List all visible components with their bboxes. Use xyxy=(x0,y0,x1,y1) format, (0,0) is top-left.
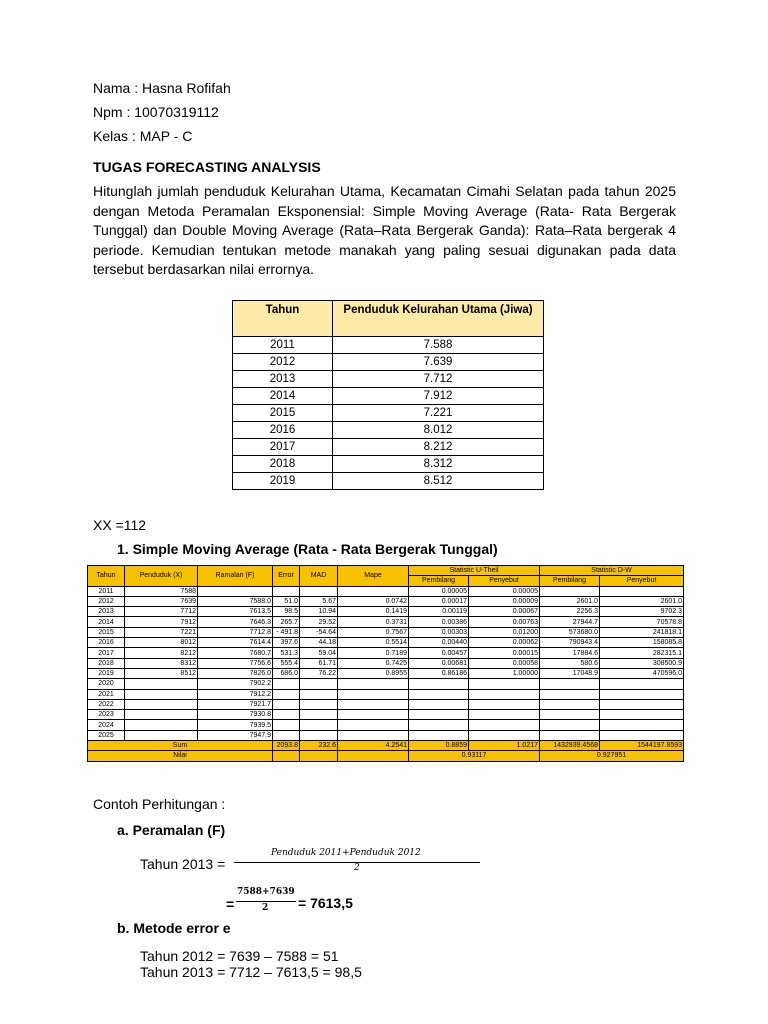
sma-cell-ut-penyebut: 0.00062 xyxy=(469,638,540,648)
sma-cell-dw-penyebut xyxy=(600,679,684,689)
population-value: 7.639 xyxy=(333,354,544,371)
sma-cell-dw-pembilang xyxy=(540,710,600,720)
population-row xyxy=(233,337,544,354)
sma-cell-ut-pembilang: 0.00440 xyxy=(409,638,469,648)
sma-cell-ut-pembilang xyxy=(409,720,469,730)
sma-cell-ut-pembilang xyxy=(409,679,469,689)
error-2013: Tahun 2013 = 7712 – 7613,5 = 98,5 xyxy=(140,964,362,980)
sma-cell-mad xyxy=(300,710,338,720)
student-name: Nama : Hasna Rofifah xyxy=(93,80,231,96)
sma-cell-mape xyxy=(338,710,409,720)
sma-cell-tahun: 2025 xyxy=(88,730,125,740)
sma-cell-ut-pembilang xyxy=(409,710,469,720)
sma-cell-mape: 0.1419 xyxy=(338,607,409,617)
sma-cell-mape: 0.5514 xyxy=(338,638,409,648)
sma-cell-mad xyxy=(300,699,338,709)
population-value: 7.588 xyxy=(333,337,544,354)
sma-sum-mad: 232.6 xyxy=(300,741,338,751)
sma-cell-ramalan: 7646.3 xyxy=(198,617,273,627)
sma-cell-ramalan: 7921.7 xyxy=(198,699,273,709)
header-tahun: Tahun xyxy=(233,301,333,337)
sma-cell-penduduk xyxy=(125,730,198,740)
population-year: 2011 xyxy=(233,337,333,354)
sma-sum-dw-penyebut: 1544197.8593 xyxy=(600,741,684,751)
sma-cell-mad xyxy=(300,586,338,596)
sma-cell-dw-penyebut: 241818.1 xyxy=(600,627,684,637)
sma-cell-penduduk: 8312 xyxy=(125,658,198,668)
sma-row xyxy=(88,689,684,699)
sma-sum-ut-pembilang: 0.8859 xyxy=(409,741,469,751)
sma-cell-dw-penyebut: 70578.8 xyxy=(600,617,684,627)
sma-cell-penduduk: 7712 xyxy=(125,607,198,617)
sma-cell-tahun: 2012 xyxy=(88,596,125,606)
sma-cell-mad xyxy=(300,679,338,689)
sma-cell-ut-penyebut: 0.00067 xyxy=(469,607,540,617)
sma-sum-error: 2093.8 xyxy=(273,741,300,751)
error-2012: Tahun 2012 = 7639 – 7588 = 51 xyxy=(140,948,339,964)
sma-row xyxy=(88,658,684,668)
sma-h-ut-pembilang: Pembilang xyxy=(409,576,469,586)
sma-cell-penduduk: 7588 xyxy=(125,586,198,596)
sma-cell-dw-pembilang: 790943.4 xyxy=(540,638,600,648)
population-value: 7.712 xyxy=(333,371,544,388)
sma-cell-ramalan: 7930.8 xyxy=(198,710,273,720)
sma-h-mape: Mape xyxy=(338,566,409,587)
sma-cell-dw-penyebut xyxy=(600,720,684,730)
sma-cell-ramalan: 7712.8 xyxy=(198,627,273,637)
sma-h-error: Error xyxy=(273,566,300,587)
sma-cell-error: 51.0 xyxy=(273,596,300,606)
sma-cell-dw-pembilang xyxy=(540,586,600,596)
population-value: 8.212 xyxy=(333,439,544,456)
sma-cell-penduduk xyxy=(125,689,198,699)
sma-cell-error xyxy=(273,710,300,720)
sma-cell-dw-penyebut: 2601.0 xyxy=(600,596,684,606)
sma-cell-ramalan: 7756.6 xyxy=(198,658,273,668)
sma-row xyxy=(88,730,684,740)
sma-sum-ut-penyebut: 1.0217 xyxy=(469,741,540,751)
population-row xyxy=(233,354,544,371)
sma-cell-mad xyxy=(300,689,338,699)
sma-h-dw-penyebut: Penyebut xyxy=(600,576,684,586)
sma-nilai-dw: 0.927951 xyxy=(540,751,684,761)
population-year: 2015 xyxy=(233,405,333,422)
sma-table xyxy=(87,565,684,762)
sma-row xyxy=(88,627,684,637)
sma-cell-ut-penyebut xyxy=(469,699,540,709)
sma-row xyxy=(88,607,684,617)
sma-cell-ut-pembilang: 0.00005 xyxy=(409,586,469,596)
sma-cell-error: 265.7 xyxy=(273,617,300,627)
sma-cell-tahun: 2017 xyxy=(88,648,125,658)
sma-cell-mape: 0.7189 xyxy=(338,648,409,658)
population-year: 2017 xyxy=(233,439,333,456)
sma-row xyxy=(88,638,684,648)
sma-cell-ut-pembilang: 0.00119 xyxy=(409,607,469,617)
population-value: 8.012 xyxy=(333,422,544,439)
sma-cell-ut-penyebut: 0.00058 xyxy=(469,658,540,668)
sma-cell-error: 555.4 xyxy=(273,658,300,668)
sma-cell-dw-penyebut xyxy=(600,730,684,740)
sma-cell-dw-pembilang: 27944.7 xyxy=(540,617,600,627)
sma-cell-mape xyxy=(338,679,409,689)
sma-cell-dw-penyebut: 9702.3 xyxy=(600,607,684,617)
header-penduduk: Penduduk Kelurahan Utama (Jiwa) xyxy=(333,301,544,337)
sma-cell-penduduk xyxy=(125,720,198,730)
section1-title: 1. Simple Moving Average (Rata - Rata Bergerak Tunggal) xyxy=(117,541,498,557)
task-paragraph: Hitunglah jumlah penduduk Kelurahan Utama, Kecamatan Cimahi Selatan pada tahun 2025 dengan Metoda Peramalan Eksponensial: Simple Moving Average (Rata- Rata Bergerak Tunggal) dan Double Moving Average (Rata–Rata Bergerak Ganda): Rata–Rata bergerak 4 periode. Kemudian tentukan metode manakah yang paling sesuai digunakan pada data tersebut berdasarkan nilai errornya. xyxy=(93,183,676,277)
sma-row xyxy=(88,710,684,720)
sma-cell-dw-pembilang: 2601.0 xyxy=(540,596,600,606)
sma-cell-ut-penyebut xyxy=(469,720,540,730)
sma-cell-mad: -54.64 xyxy=(300,627,338,637)
sma-cell-ut-pembilang: 0.00303 xyxy=(409,627,469,637)
sma-row xyxy=(88,596,684,606)
sma-cell-dw-pembilang: 580.6 xyxy=(540,658,600,668)
population-row xyxy=(233,388,544,405)
sma-h-dw: Statistic D-W xyxy=(540,566,684,576)
sma-cell-mad: 59.04 xyxy=(300,648,338,658)
sma-cell-error xyxy=(273,689,300,699)
sma-cell-tahun: 2016 xyxy=(88,638,125,648)
population-value: 7.912 xyxy=(333,388,544,405)
sma-cell-penduduk: 7221 xyxy=(125,627,198,637)
sma-h-ramalan: Ramalan (F) xyxy=(198,566,273,587)
sma-cell-ut-pembilang: 0.00017 xyxy=(409,596,469,606)
sma-cell-ut-penyebut: 0.00763 xyxy=(469,617,540,627)
sma-cell-error xyxy=(273,586,300,596)
sma-cell-penduduk: 7912 xyxy=(125,617,198,627)
sma-cell-ramalan: 7912.2 xyxy=(198,689,273,699)
sma-cell-dw-penyebut xyxy=(600,699,684,709)
sma-cell-mad: 76.22 xyxy=(300,668,338,678)
sma-cell-dw-penyebut: 308500.9 xyxy=(600,658,684,668)
sma-row xyxy=(88,586,684,596)
sma-cell-ut-penyebut: 0.01200 xyxy=(469,627,540,637)
calc-denominator: 2 xyxy=(262,903,269,913)
sma-cell-penduduk: 8212 xyxy=(125,648,198,658)
sma-cell-error: - 491.8 xyxy=(273,627,300,637)
sma-cell-dw-pembilang xyxy=(540,679,600,689)
sma-cell-tahun: 2020 xyxy=(88,679,125,689)
sma-cell-ut-pembilang xyxy=(409,699,469,709)
sma-h-ut-penyebut: Penyebut xyxy=(469,576,540,586)
sma-sum-label: Sum xyxy=(88,741,273,751)
sma-cell-dw-pembilang xyxy=(540,699,600,709)
sma-cell-ramalan: 7939.5 xyxy=(198,720,273,730)
sma-nilai-utheil: 0.93117 xyxy=(409,751,540,761)
population-row xyxy=(233,439,544,456)
sma-cell-error xyxy=(273,679,300,689)
sma-cell-mape xyxy=(338,699,409,709)
sma-cell-mad: 29.52 xyxy=(300,617,338,627)
sma-row xyxy=(88,699,684,709)
sma-h-dw-pembilang: Pembilang xyxy=(540,576,600,586)
sma-cell-error: 686.0 xyxy=(273,668,300,678)
sma-cell-mad: 10.94 xyxy=(300,607,338,617)
sma-cell-penduduk xyxy=(125,699,198,709)
sma-cell-ut-penyebut: 0.00005 xyxy=(469,586,540,596)
sma-cell-ramalan: 7902.2 xyxy=(198,679,273,689)
sma-cell-mape: 0.7425 xyxy=(338,658,409,668)
sma-h-penduduk: Penduduk (X) xyxy=(125,566,198,587)
sma-cell-ramalan: 7613.5 xyxy=(198,607,273,617)
student-class: Kelas : MAP - C xyxy=(93,128,193,144)
sma-cell-error: 397.6 xyxy=(273,638,300,648)
sma-cell-dw-penyebut xyxy=(600,689,684,699)
sma-cell-dw-penyebut: 282315.1 xyxy=(600,648,684,658)
population-row xyxy=(233,456,544,473)
sma-cell-ramalan: 7947.9 xyxy=(198,730,273,740)
sma-cell-tahun: 2024 xyxy=(88,720,125,730)
sma-cell-tahun: 2022 xyxy=(88,699,125,709)
sma-cell-tahun: 2023 xyxy=(88,710,125,720)
sub-a-title: a. Peramalan (F) xyxy=(117,822,226,838)
sma-cell-error xyxy=(273,730,300,740)
sma-cell-ut-penyebut xyxy=(469,679,540,689)
sma-cell-dw-pembilang: 573680.0 xyxy=(540,627,600,637)
student-npm: Npm : 10070319112 xyxy=(93,104,219,120)
population-year: 2016 xyxy=(233,422,333,439)
formula-numerator: Penduduk 2011+Penduduk 2012 xyxy=(271,848,421,858)
sma-cell-ut-pembilang: 0.00681 xyxy=(409,658,469,668)
sma-cell-penduduk: 7639 xyxy=(125,596,198,606)
sma-cell-ut-pembilang xyxy=(409,689,469,699)
sma-cell-mape xyxy=(338,720,409,730)
population-row xyxy=(233,371,544,388)
sma-cell-ramalan xyxy=(198,586,273,596)
sma-nilai-label: Nilai xyxy=(88,751,273,761)
sma-cell-ut-penyebut: 0.00009 xyxy=(469,596,540,606)
sma-sum-mape: 4.2541 xyxy=(338,741,409,751)
population-value: 8.512 xyxy=(333,473,544,490)
sma-cell-dw-pembilang: 17048.9 xyxy=(540,668,600,678)
sma-cell-penduduk: 8512 xyxy=(125,668,198,678)
sma-row xyxy=(88,617,684,627)
sma-cell-error: 531.3 xyxy=(273,648,300,658)
population-year: 2013 xyxy=(233,371,333,388)
sma-cell-tahun: 2013 xyxy=(88,607,125,617)
calc-fraction-bar xyxy=(236,901,296,902)
sma-cell-ut-pembilang xyxy=(409,730,469,740)
sma-cell-mape: 0.7567 xyxy=(338,627,409,637)
sma-cell-mape xyxy=(338,586,409,596)
sma-cell-mad: 5.67 xyxy=(300,596,338,606)
population-row xyxy=(233,405,544,422)
document-title: TUGAS FORECASTING ANALYSIS xyxy=(93,159,321,175)
sma-cell-ut-penyebut xyxy=(469,710,540,720)
sma-cell-ut-pembilang: 0.86186 xyxy=(409,668,469,678)
sma-cell-tahun: 2014 xyxy=(88,617,125,627)
calc-result: = 7613,5 xyxy=(298,895,353,911)
contoh-heading: Contoh Perhitungan : xyxy=(93,796,226,812)
population-row xyxy=(233,473,544,490)
xx-line: XX =112 xyxy=(93,517,147,533)
sma-cell-dw-penyebut xyxy=(600,710,684,720)
sma-cell-error xyxy=(273,720,300,730)
sma-cell-penduduk xyxy=(125,679,198,689)
sma-cell-dw-penyebut: 470596.0 xyxy=(600,668,684,678)
sma-cell-dw-pembilang xyxy=(540,689,600,699)
sma-cell-mape xyxy=(338,689,409,699)
formula-denominator: 2 xyxy=(354,863,360,873)
population-value: 7.221 xyxy=(333,405,544,422)
sma-cell-dw-pembilang: 2256.3 xyxy=(540,607,600,617)
sma-sum-dw-pembilang: 1432939.4568 xyxy=(540,741,600,751)
sma-cell-dw-pembilang: 17884.6 xyxy=(540,648,600,658)
sma-row xyxy=(88,648,684,658)
population-year: 2018 xyxy=(233,456,333,473)
sma-cell-dw-pembilang xyxy=(540,720,600,730)
sma-cell-tahun: 2011 xyxy=(88,586,125,596)
sma-cell-tahun: 2019 xyxy=(88,668,125,678)
sma-cell-mape: 0.8955 xyxy=(338,668,409,678)
sma-h-utheil: Statistic U-Theil xyxy=(409,566,540,576)
sma-cell-ut-pembilang: 0.00386 xyxy=(409,617,469,627)
sma-cell-ramalan: 7588.0 xyxy=(198,596,273,606)
calc-numerator: 7588+7639 xyxy=(237,887,295,897)
sma-cell-ut-penyebut xyxy=(469,730,540,740)
sma-cell-error: 98.5 xyxy=(273,607,300,617)
sma-row xyxy=(88,668,684,678)
sma-cell-ramalan: 7614.4 xyxy=(198,638,273,648)
tahun2013-label: Tahun 2013 = xyxy=(140,856,226,872)
sma-cell-ramalan: 7826.0 xyxy=(198,668,273,678)
population-year: 2014 xyxy=(233,388,333,405)
sma-cell-mape: 0.0742 xyxy=(338,596,409,606)
sma-cell-ut-pembilang: 0.00457 xyxy=(409,648,469,658)
sma-cell-ut-penyebut xyxy=(469,689,540,699)
calc-equals: = xyxy=(226,896,235,912)
sma-cell-dw-pembilang xyxy=(540,730,600,740)
sma-cell-tahun: 2021 xyxy=(88,689,125,699)
sma-cell-tahun: 2018 xyxy=(88,658,125,668)
sma-row xyxy=(88,720,684,730)
population-row xyxy=(233,422,544,439)
sma-h-mad: MAD xyxy=(300,566,338,587)
population-value: 8.312 xyxy=(333,456,544,473)
population-year: 2019 xyxy=(233,473,333,490)
sma-cell-penduduk xyxy=(125,710,198,720)
population-table xyxy=(232,300,544,490)
sub-b-title: b. Metode error e xyxy=(117,920,231,936)
sma-cell-ramalan: 7680.7 xyxy=(198,648,273,658)
sma-cell-mad: 44.18 xyxy=(300,638,338,648)
sma-cell-ut-penyebut: 0.00015 xyxy=(469,648,540,658)
sma-cell-dw-penyebut xyxy=(600,586,684,596)
sma-cell-error xyxy=(273,699,300,709)
sma-cell-tahun: 2015 xyxy=(88,627,125,637)
sma-row xyxy=(88,679,684,689)
sma-cell-mad: 61.71 xyxy=(300,658,338,668)
sma-cell-ut-penyebut: 1.00000 xyxy=(469,668,540,678)
sma-cell-mad xyxy=(300,730,338,740)
sma-cell-penduduk: 8012 xyxy=(125,638,198,648)
sma-h-tahun: Tahun xyxy=(88,566,125,587)
sma-cell-mape: 0.3731 xyxy=(338,617,409,627)
sma-cell-mad xyxy=(300,720,338,730)
sma-cell-dw-penyebut: 158085.8 xyxy=(600,638,684,648)
population-year: 2012 xyxy=(233,354,333,371)
sma-cell-mape xyxy=(338,730,409,740)
